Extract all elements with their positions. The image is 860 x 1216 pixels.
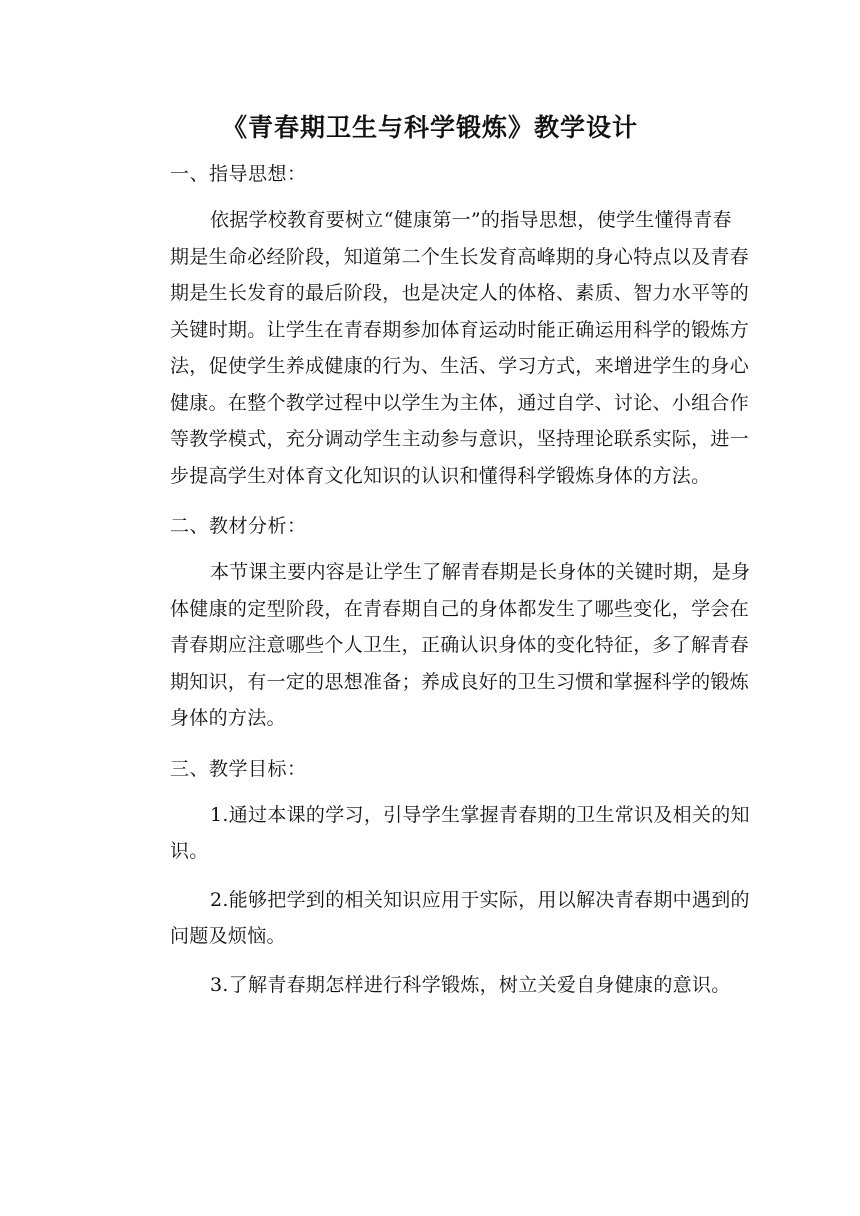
paragraph-line: 步提高学生对体育文化知识的认识和懂得科学锻炼身体的方法。 [170, 464, 711, 487]
document-title: 《青春期卫生与科学锻炼》教学设计 [221, 113, 638, 142]
paragraph-line: 依据学校教育要树立“健康第一”的指导思想，使学生懂得青春 [210, 209, 732, 231]
paragraph-line: 本节课主要内容是让学生了解青春期是长身体的关键时期，是身 [210, 561, 751, 583]
paragraph-line: 体健康的定型阶段，在青春期自己的身体都发生了哪些变化，学会在 [170, 597, 750, 620]
objective-item-2 [130, 882, 750, 955]
objective-line: 2.能够把学到的相关知识应用于实际，用以解决青春期中遇到的 [210, 888, 750, 911]
section-heading-material-analysis: 二、教材分析： [170, 515, 307, 537]
document-body [130, 154, 751, 1003]
paragraph-line: 期是生长发育的最后阶段，也是决定人的体格、素质、智力水平等的 [170, 282, 750, 304]
section-heading-guiding-thought: 一、指导思想： [170, 163, 307, 185]
objective-item-1 [130, 797, 750, 870]
objective-line: 3.了解青春期怎样进行科学锻炼，树立关爱自身健康的意识。 [210, 973, 731, 996]
paragraph-line: 青春期应注意哪些个人卫生，正确认识身体的变化特征，多了解青春 [170, 634, 750, 656]
objective-line: 1.通过本课的学习，引导学生掌握青春期的卫生常识及相关的知 [210, 803, 750, 826]
paragraph-line: 等教学模式，充分调动学生主动参与意识，坚持理论联系实际，进一 [170, 428, 750, 450]
paragraph-line: 法，促使学生养成健康的行为、生活、学习方式，来增进学生的身心 [170, 355, 750, 377]
paragraph-line: 期知识，有一定的思想准备；养成良好的卫生习惯和掌握科学的锻炼 [170, 670, 750, 693]
paragraph-line: 身体的方法。 [170, 707, 286, 729]
paragraph-material-analysis [130, 554, 751, 737]
objective-line: 识。 [170, 840, 209, 862]
objective-line: 问题及烦恼。 [170, 925, 286, 947]
paragraph-guiding-thought [130, 202, 750, 494]
paragraph-line: 关键时期。让学生在青春期参加体育运动时能正确运用科学的锻炼方 [170, 318, 750, 341]
objective-item-3 [130, 967, 730, 1004]
paragraph-line: 健康。在整个教学过程中以学生为主体，通过自学、讨论、小组合作 [170, 391, 750, 414]
section-heading-teaching-objectives: 三、教学目标： [170, 757, 307, 780]
paragraph-line: 期是生命必经阶段，知道第二个生长发育高峰期的身心特点以及青春 [170, 245, 750, 268]
